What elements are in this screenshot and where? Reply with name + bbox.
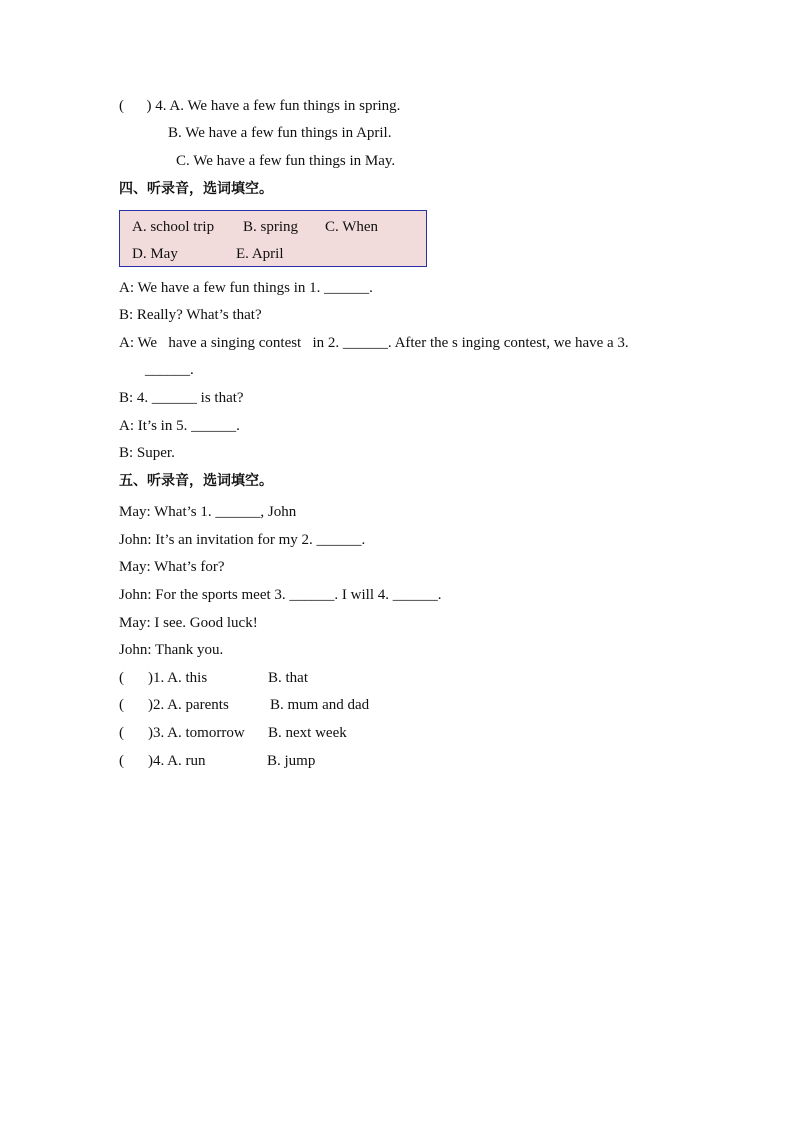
dialogue-line: B: 4. ______ is that? <box>119 390 244 406</box>
dialogue-line: John: It’s an invitation for my 2. ______. <box>119 532 366 548</box>
question-4-option-b: B. We have a few fun things in April. <box>168 125 392 141</box>
question-option-a: )4. A. run <box>148 753 206 769</box>
answer-paren: ( <box>119 725 124 741</box>
dialogue-line: May: What’s for? <box>119 559 225 575</box>
question-option-a: )3. A. tomorrow <box>148 725 245 741</box>
answer-paren: ( <box>119 670 124 686</box>
question-option-b: B. mum and dad <box>270 697 370 713</box>
dialogue-line: A: We have a few fun things in 1. ______. <box>119 280 373 296</box>
answer-paren: ( <box>119 697 124 713</box>
answer-paren: ( <box>119 753 124 769</box>
dialogue-line: May: What’s 1. ______, John <box>119 504 297 520</box>
word-option: C. When <box>325 219 379 235</box>
dialogue-line: B: Super. <box>119 445 175 461</box>
question-option-b: B. jump <box>267 753 316 769</box>
section-4-heading: 四、听录音，选词填空。 <box>119 181 273 197</box>
dialogue-line: May: I see. Good luck! <box>119 615 258 631</box>
question-option-b: B. next week <box>268 725 347 741</box>
dialogue-line: B: Really? What’s that? <box>119 307 262 323</box>
dialogue-line: A: It’s in 5. ______. <box>119 418 240 434</box>
word-option: D. May <box>132 246 178 262</box>
question-4-option-a: ( ) 4. A. We have a few fun things in spring. <box>119 98 401 114</box>
word-option: E. April <box>236 246 284 262</box>
question-option-a: )2. A. parents <box>148 697 229 713</box>
dialogue-line: John: Thank you. <box>119 642 224 658</box>
dialogue-line: A: We have a singing contest in 2. ______. After the s inging contest, we have a 3. <box>119 335 629 351</box>
dialogue-line: ______. <box>145 362 194 378</box>
question-option-a: )1. A. this <box>148 670 208 686</box>
word-option: A. school trip <box>132 219 215 235</box>
word-option: B. spring <box>243 219 299 235</box>
section-5-heading: 五、听录音，选词填空。 <box>119 473 273 489</box>
question-4-option-c: C. We have a few fun things in May. <box>176 153 396 169</box>
word-bank-box <box>119 210 427 267</box>
dialogue-line: John: For the sports meet 3. ______. I will 4. ______. <box>119 587 442 603</box>
question-option-b: B. that <box>268 670 308 686</box>
